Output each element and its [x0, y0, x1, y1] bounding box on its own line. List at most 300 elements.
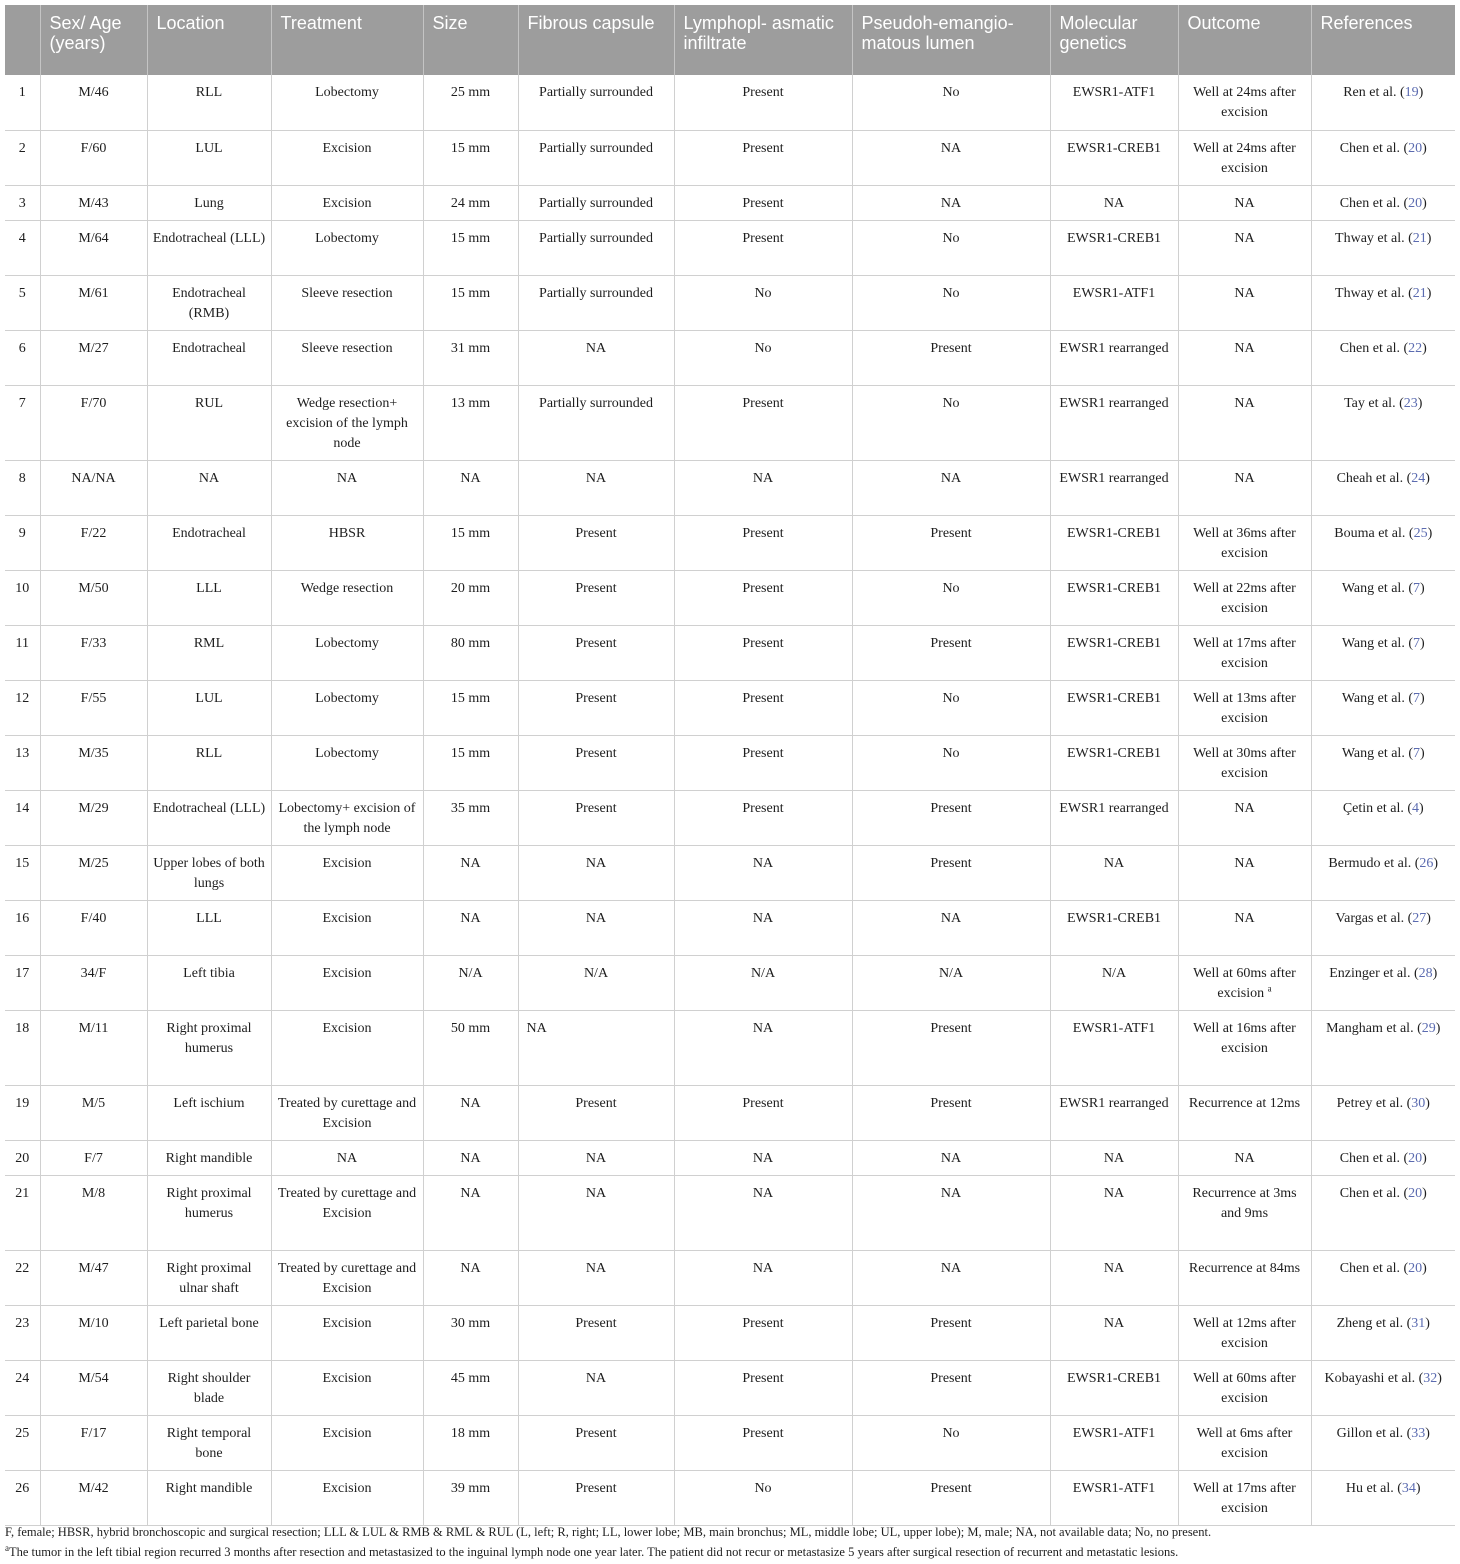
reference-link[interactable]: 19 — [1404, 85, 1419, 100]
outcome-cell — [1178, 790, 1311, 845]
location-cell: RLL — [147, 735, 271, 790]
outcome-text: Well at 24ms after excision — [1193, 85, 1296, 120]
reference-cell — [1311, 1470, 1455, 1525]
reference-link[interactable]: 4 — [1412, 800, 1420, 816]
molecular-genetics-cell: EWSR1-CREB1 — [1050, 735, 1178, 790]
row-number-cell: 17 — [5, 955, 40, 1010]
outcome-text: Well at 12ms after excision — [1193, 1315, 1296, 1351]
size-cell: 18 mm — [423, 1415, 518, 1470]
infiltrate-cell: Present — [674, 75, 852, 130]
reference-cell — [1311, 75, 1455, 130]
outcome-text: NA — [1234, 340, 1255, 356]
size-cell: 15 mm — [423, 735, 518, 790]
sex-age-cell: F/70 — [40, 385, 147, 460]
reference-close: ) — [1422, 140, 1427, 156]
reference-link[interactable]: 30 — [1411, 1095, 1426, 1111]
molecular-genetics-cell: NA — [1050, 185, 1178, 220]
outcome-text: Well at 17ms after excision — [1193, 635, 1296, 671]
location-cell: Left ischium — [147, 1085, 271, 1140]
location-cell: Upper lobes of both lungs — [147, 845, 271, 900]
header-cell: Pseudoh-emangio- matous lumen — [852, 5, 1050, 75]
row-number-cell: 2 — [5, 130, 40, 185]
reference-close: ) — [1425, 1095, 1430, 1111]
outcome-text: Well at 24ms after excision — [1193, 140, 1296, 176]
molecular-genetics-cell: EWSR1-CREB1 — [1050, 680, 1178, 735]
infiltrate-cell: Present — [674, 1360, 852, 1415]
row-number-cell: 15 — [5, 845, 40, 900]
treatment-cell: Excision — [271, 845, 423, 900]
size-cell: 15 mm — [423, 275, 518, 330]
case-table — [5, 5, 1455, 1526]
sex-age-cell: M/61 — [40, 275, 147, 330]
molecular-genetics-cell: EWSR1-ATF1 — [1050, 275, 1178, 330]
table-body — [5, 75, 1455, 1525]
reference-cell — [1311, 1360, 1455, 1415]
reference-cell — [1311, 1415, 1455, 1470]
treatment-cell: Treated by curettage and Excision — [271, 1085, 423, 1140]
infiltrate-cell: No — [674, 275, 852, 330]
outcome-cell — [1178, 1140, 1311, 1175]
treatment-cell: Lobectomy — [271, 75, 423, 130]
header-cell: Location — [147, 5, 271, 75]
reference-link[interactable]: 20 — [1408, 195, 1423, 211]
table-header — [5, 5, 1455, 75]
reference-link[interactable]: 34 — [1401, 1480, 1416, 1496]
table-row — [5, 185, 1455, 220]
table-row — [5, 1415, 1455, 1470]
fibrous-capsule-cell: Present — [518, 1085, 674, 1140]
reference-link[interactable]: 32 — [1423, 1370, 1438, 1386]
location-cell: Endotracheal (LLL) — [147, 220, 271, 275]
infiltrate-cell: Present — [674, 130, 852, 185]
molecular-genetics-cell: EWSR1-CREB1 — [1050, 130, 1178, 185]
table-row — [5, 1175, 1455, 1250]
infiltrate-cell: NA — [674, 900, 852, 955]
fibrous-capsule-cell: Partially surrounded — [518, 75, 674, 130]
lumen-cell: No — [852, 735, 1050, 790]
row-number-cell: 24 — [5, 1360, 40, 1415]
table-row — [5, 900, 1455, 955]
tibia-footnote — [5, 1542, 1455, 1562]
molecular-genetics-cell: EWSR1 rearranged — [1050, 385, 1178, 460]
reference-cell — [1311, 1140, 1455, 1175]
reference-cell — [1311, 1175, 1455, 1250]
sex-age-cell: M/42 — [40, 1470, 147, 1525]
size-cell: 39 mm — [423, 1470, 518, 1525]
outcome-cell — [1178, 330, 1311, 385]
table-row — [5, 955, 1455, 1010]
row-number-cell: 8 — [5, 460, 40, 515]
treatment-cell: Lobectomy — [271, 220, 423, 275]
table-row — [5, 275, 1455, 330]
row-number-cell: 25 — [5, 1415, 40, 1470]
fibrous-capsule-cell: NA — [518, 330, 674, 385]
sex-age-cell: M/50 — [40, 570, 147, 625]
size-cell: 20 mm — [423, 570, 518, 625]
location-cell: Right mandible — [147, 1470, 271, 1525]
reference-cell — [1311, 1010, 1455, 1085]
location-cell: LUL — [147, 130, 271, 185]
reference-close: ) — [1425, 1425, 1430, 1441]
outcome-cell — [1178, 625, 1311, 680]
location-cell: Endotracheal (RMB) — [147, 275, 271, 330]
row-number-cell: 19 — [5, 1085, 40, 1140]
row-number-cell: 20 — [5, 1140, 40, 1175]
infiltrate-cell: No — [674, 330, 852, 385]
infiltrate-cell: Present — [674, 680, 852, 735]
reference-text: Wang et al. ( — [1341, 745, 1413, 761]
reference-close: ) — [1433, 855, 1439, 871]
lumen-cell: NA — [852, 460, 1050, 515]
reference-link[interactable]: 33 — [1411, 1425, 1426, 1441]
reference-text: Zheng et al. ( — [1336, 1315, 1412, 1331]
reference-link[interactable]: 25 — [1413, 525, 1428, 541]
reference-link[interactable]: 7 — [1413, 580, 1420, 596]
fibrous-capsule-cell: Partially surrounded — [518, 220, 674, 275]
reference-link[interactable]: 20 — [1408, 1150, 1423, 1166]
reference-text: Cheah et al. ( — [1336, 470, 1412, 486]
row-number-cell: 5 — [5, 275, 40, 330]
outcome-text: NA — [1234, 1150, 1255, 1166]
molecular-genetics-cell: EWSR1-ATF1 — [1050, 1010, 1178, 1085]
table-row — [5, 790, 1455, 845]
footnote-marker: a — [1267, 982, 1272, 993]
sex-age-cell: M/11 — [40, 1010, 147, 1085]
molecular-genetics-cell: NA — [1050, 1175, 1178, 1250]
table-row — [5, 735, 1455, 790]
reference-text: Thway et al. ( — [1335, 230, 1413, 246]
outcome-text: Recurrence at 3ms and 9ms — [1192, 1185, 1297, 1221]
row-number-cell: 16 — [5, 900, 40, 955]
fibrous-capsule-cell: NA — [518, 460, 674, 515]
reference-text: Bouma et al. ( — [1334, 525, 1414, 541]
reference-cell — [1311, 955, 1455, 1010]
outcome-cell — [1178, 680, 1311, 735]
sex-age-cell: F/55 — [40, 680, 147, 735]
reference-close: ) — [1437, 1370, 1442, 1386]
size-cell: 15 mm — [423, 515, 518, 570]
reference-close: ) — [1418, 85, 1424, 100]
outcome-cell — [1178, 185, 1311, 220]
reference-cell — [1311, 1085, 1455, 1140]
infiltrate-cell: N/A — [674, 955, 852, 1010]
header-cell: Size — [423, 5, 518, 75]
location-cell: Right mandible — [147, 1140, 271, 1175]
lumen-cell: Present — [852, 1010, 1050, 1085]
fibrous-capsule-cell: Present — [518, 625, 674, 680]
reference-link[interactable]: 21 — [1412, 230, 1427, 246]
fibrous-capsule-cell: Present — [518, 1470, 674, 1525]
reference-link[interactable]: 7 — [1413, 745, 1420, 761]
size-cell: 24 mm — [423, 185, 518, 220]
size-cell: 80 mm — [423, 625, 518, 680]
size-cell: NA — [423, 1175, 518, 1250]
reference-text: Thway et al. ( — [1335, 285, 1413, 301]
molecular-genetics-cell: EWSR1-ATF1 — [1050, 75, 1178, 130]
fibrous-capsule-cell: NA — [518, 1175, 674, 1250]
fibrous-capsule-cell: NA — [518, 1140, 674, 1175]
treatment-cell: Excision — [271, 1415, 423, 1470]
reference-link[interactable]: 24 — [1411, 470, 1426, 486]
reference-link[interactable]: 20 — [1408, 1260, 1423, 1276]
row-number-cell: 14 — [5, 790, 40, 845]
molecular-genetics-cell: EWSR1-CREB1 — [1050, 625, 1178, 680]
sex-age-cell: 34/F — [40, 955, 147, 1010]
table-row — [5, 680, 1455, 735]
reference-text: Chen et al. ( — [1339, 1260, 1409, 1276]
sex-age-cell: M/5 — [40, 1085, 147, 1140]
reference-text: Çetin et al. ( — [1342, 800, 1413, 816]
reference-text: Gillon et al. ( — [1336, 1425, 1412, 1441]
header-cell: References — [1311, 5, 1455, 75]
location-cell: NA — [147, 460, 271, 515]
reference-cell — [1311, 1305, 1455, 1360]
outcome-text: Well at 30ms after excision — [1193, 745, 1296, 781]
lumen-cell: Present — [852, 625, 1050, 680]
lumen-cell: No — [852, 75, 1050, 130]
outcome-cell — [1178, 1470, 1311, 1525]
sex-age-cell: M/8 — [40, 1175, 147, 1250]
outcome-text: NA — [1234, 230, 1255, 246]
fibrous-capsule-cell: Partially surrounded — [518, 185, 674, 220]
fibrous-capsule-cell: NA — [518, 1250, 674, 1305]
outcome-cell — [1178, 515, 1311, 570]
infiltrate-cell: Present — [674, 790, 852, 845]
outcome-text: Well at 60ms after excision — [1193, 1370, 1296, 1406]
reference-link[interactable]: 20 — [1408, 1185, 1423, 1201]
sex-age-cell: F/33 — [40, 625, 147, 680]
treatment-cell: Lobectomy — [271, 625, 423, 680]
outcome-cell — [1178, 955, 1311, 1010]
fibrous-capsule-cell: Present — [518, 680, 674, 735]
reference-text: Chen et al. ( — [1339, 340, 1409, 356]
size-cell: 45 mm — [423, 1360, 518, 1415]
infiltrate-cell: Present — [674, 625, 852, 680]
outcome-text: Well at 16ms after excision — [1193, 1020, 1296, 1056]
reference-cell — [1311, 460, 1455, 515]
reference-link[interactable]: 20 — [1408, 140, 1423, 156]
fibrous-capsule-cell: Present — [518, 515, 674, 570]
reference-text: Ren et al. ( — [1343, 85, 1405, 100]
outcome-cell — [1178, 1010, 1311, 1085]
reference-text: Chen et al. ( — [1339, 1150, 1409, 1166]
reference-link[interactable]: 29 — [1421, 1020, 1436, 1036]
outcome-text: NA — [1234, 470, 1255, 486]
reference-close: ) — [1426, 285, 1432, 301]
lumen-cell: No — [852, 680, 1050, 735]
table-row — [5, 1360, 1455, 1415]
molecular-genetics-cell: EWSR1-CREB1 — [1050, 1360, 1178, 1415]
location-cell: Right temporal bone — [147, 1415, 271, 1470]
table-row — [5, 1085, 1455, 1140]
outcome-text: NA — [1234, 285, 1255, 301]
fibrous-capsule-cell: NA — [518, 1010, 674, 1085]
treatment-cell: Sleeve resection — [271, 330, 423, 385]
reference-cell — [1311, 900, 1455, 955]
outcome-text: NA — [1234, 195, 1255, 211]
fibrous-capsule-cell: NA — [518, 1360, 674, 1415]
reference-cell — [1311, 330, 1455, 385]
reference-cell — [1311, 130, 1455, 185]
size-cell: 25 mm — [423, 75, 518, 130]
treatment-cell: Excision — [271, 1360, 423, 1415]
reference-close: ) — [1420, 580, 1425, 596]
infiltrate-cell: NA — [674, 1250, 852, 1305]
location-cell: Right shoulder blade — [147, 1360, 271, 1415]
infiltrate-cell: Present — [674, 1305, 852, 1360]
lumen-cell: NA — [852, 1140, 1050, 1175]
lumen-cell: Present — [852, 1085, 1050, 1140]
footnote-marker: a — [5, 1542, 9, 1553]
sex-age-cell: M/64 — [40, 220, 147, 275]
row-number-cell: 3 — [5, 185, 40, 220]
reference-text: Wang et al. ( — [1341, 690, 1413, 706]
lumen-cell: No — [852, 385, 1050, 460]
reference-text: Kobayashi et al. ( — [1324, 1370, 1424, 1386]
lumen-cell: No — [852, 275, 1050, 330]
treatment-cell: Excision — [271, 1010, 423, 1085]
header-cell: Lymphopl- asmatic infiltrate — [674, 5, 852, 75]
lumen-cell: Present — [852, 845, 1050, 900]
treatment-cell: Wedge resection+ excision of the lymph node — [271, 385, 423, 460]
lumen-cell: NA — [852, 185, 1050, 220]
outcome-text: NA — [1234, 395, 1255, 411]
outcome-cell — [1178, 75, 1311, 130]
row-number-cell: 1 — [5, 75, 40, 130]
reference-close: ) — [1426, 230, 1432, 246]
molecular-genetics-cell: EWSR1 rearranged — [1050, 1085, 1178, 1140]
header-cell: Molecular genetics — [1050, 5, 1178, 75]
outcome-cell — [1178, 845, 1311, 900]
header-cell: Outcome — [1178, 5, 1311, 75]
outcome-text: Well at 13ms after excision — [1193, 690, 1296, 726]
sex-age-cell: M/29 — [40, 790, 147, 845]
molecular-genetics-cell: EWSR1 rearranged — [1050, 330, 1178, 385]
size-cell: NA — [423, 1140, 518, 1175]
reference-link[interactable]: 21 — [1412, 285, 1427, 301]
treatment-cell: Lobectomy+ excision of the lymph node — [271, 790, 423, 845]
reference-cell — [1311, 845, 1455, 900]
outcome-cell — [1178, 1415, 1311, 1470]
reference-link[interactable]: 7 — [1413, 690, 1420, 706]
location-cell: Right proximal humerus — [147, 1175, 271, 1250]
reference-text: Chen et al. ( — [1339, 140, 1409, 156]
table-row — [5, 625, 1455, 680]
molecular-genetics-cell: NA — [1050, 845, 1178, 900]
reference-cell — [1311, 275, 1455, 330]
molecular-genetics-cell: NA — [1050, 1250, 1178, 1305]
sex-age-cell: M/10 — [40, 1305, 147, 1360]
outcome-text: Well at 36ms after excision — [1193, 525, 1296, 561]
infiltrate-cell: Present — [674, 1415, 852, 1470]
row-number-cell: 18 — [5, 1010, 40, 1085]
lumen-cell: No — [852, 220, 1050, 275]
reference-text: Chen et al. ( — [1339, 1185, 1409, 1201]
location-cell: Endotracheal — [147, 515, 271, 570]
table-row — [5, 1470, 1455, 1525]
infiltrate-cell: No — [674, 1470, 852, 1525]
molecular-genetics-cell: EWSR1-ATF1 — [1050, 1470, 1178, 1525]
treatment-cell: Excision — [271, 130, 423, 185]
infiltrate-cell: NA — [674, 1010, 852, 1085]
lumen-cell: Present — [852, 1305, 1050, 1360]
reference-close: ) — [1420, 690, 1425, 706]
location-cell: LLL — [147, 570, 271, 625]
fibrous-capsule-cell: Partially surrounded — [518, 130, 674, 185]
outcome-cell — [1178, 1305, 1311, 1360]
table-row — [5, 75, 1455, 130]
row-number-cell: 13 — [5, 735, 40, 790]
outcome-text: NA — [1234, 800, 1255, 816]
molecular-genetics-cell: EWSR1-ATF1 — [1050, 1415, 1178, 1470]
lumen-cell: Present — [852, 330, 1050, 385]
sex-age-cell: F/22 — [40, 515, 147, 570]
reference-link[interactable]: 26 — [1419, 855, 1434, 871]
outcome-cell — [1178, 1175, 1311, 1250]
reference-link[interactable]: 31 — [1411, 1315, 1426, 1331]
reference-close: ) — [1427, 525, 1433, 541]
tibia-footnote-text: The tumor in the left tibial region recurred 3 months after resection and metastasized to the inguinal lymph node one year later. The patient did not recur or metastasize 5 years after surgical resection of recurrent and metastatic lesions. — [9, 1545, 1179, 1559]
location-cell: RUL — [147, 385, 271, 460]
treatment-cell: NA — [271, 1140, 423, 1175]
reference-text: Vargas et al. ( — [1335, 910, 1413, 926]
fibrous-capsule-cell: N/A — [518, 955, 674, 1010]
reference-link[interactable]: 23 — [1403, 395, 1418, 411]
infiltrate-cell: NA — [674, 1140, 852, 1175]
sex-age-cell: M/43 — [40, 185, 147, 220]
sex-age-cell: M/35 — [40, 735, 147, 790]
size-cell: NA — [423, 900, 518, 955]
molecular-genetics-cell: EWSR1-CREB1 — [1050, 220, 1178, 275]
reference-link[interactable]: 7 — [1413, 635, 1420, 651]
reference-cell — [1311, 220, 1455, 275]
reference-link[interactable]: 27 — [1412, 910, 1427, 926]
fibrous-capsule-cell: Present — [518, 735, 674, 790]
table-row — [5, 330, 1455, 385]
fibrous-capsule-cell: Present — [518, 1305, 674, 1360]
lumen-cell: Present — [852, 1360, 1050, 1415]
reference-close: ) — [1425, 470, 1430, 486]
reference-link[interactable]: 28 — [1418, 965, 1433, 981]
row-number-cell: 6 — [5, 330, 40, 385]
lumen-cell: Present — [852, 1470, 1050, 1525]
header-row — [5, 5, 1455, 75]
reference-close: ) — [1422, 340, 1427, 356]
outcome-text: Well at 17ms after excision — [1193, 1480, 1296, 1516]
sex-age-cell: F/40 — [40, 900, 147, 955]
lumen-cell: No — [852, 570, 1050, 625]
size-cell: 15 mm — [423, 220, 518, 275]
reference-link[interactable]: 22 — [1408, 340, 1423, 356]
reference-text: Wang et al. ( — [1341, 635, 1413, 651]
treatment-cell: Sleeve resection — [271, 275, 423, 330]
treatment-cell: HBSR — [271, 515, 423, 570]
sex-age-cell: M/27 — [40, 330, 147, 385]
outcome-cell — [1178, 735, 1311, 790]
fibrous-capsule-cell: NA — [518, 900, 674, 955]
treatment-cell: Excision — [271, 1470, 423, 1525]
reference-close: ) — [1422, 1150, 1427, 1166]
row-number-cell: 7 — [5, 385, 40, 460]
molecular-genetics-cell: EWSR1 rearranged — [1050, 790, 1178, 845]
table-row — [5, 845, 1455, 900]
location-cell: LUL — [147, 680, 271, 735]
table-row — [5, 385, 1455, 460]
infiltrate-cell: Present — [674, 385, 852, 460]
treatment-cell: Excision — [271, 1305, 423, 1360]
fibrous-capsule-cell: Partially surrounded — [518, 385, 674, 460]
location-cell: Endotracheal — [147, 330, 271, 385]
